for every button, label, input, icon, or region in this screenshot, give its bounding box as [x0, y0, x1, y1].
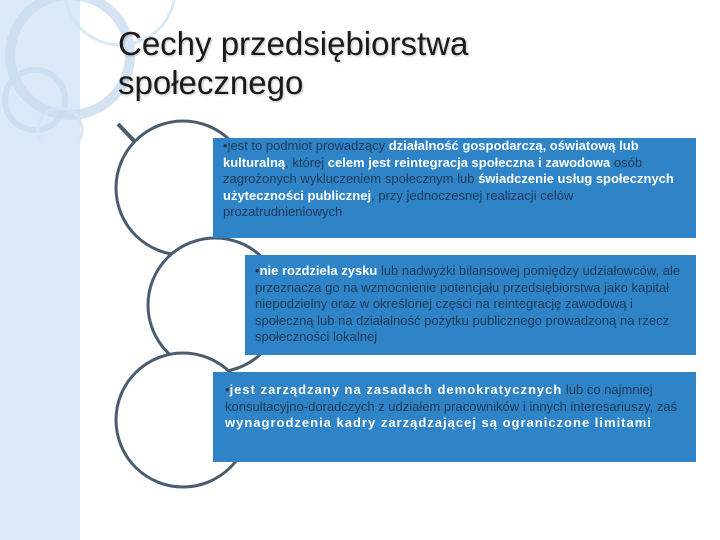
body-text: lub co najmniej konsultacyjno-doradczych z udziałem pracowników i innych interesariuszy, zaś — [225, 382, 678, 414]
emphasis-text: wynagrodzenia kadry zarządzającej są ograniczone limitami — [225, 415, 652, 430]
title-line-1: Cechy przedsiębiorstwa — [118, 25, 469, 62]
feature-box-3 — [213, 372, 696, 462]
emphasis-text: świadczenie usług społecznych użyteczności publicznej — [223, 171, 674, 203]
bullet-glyph: • — [255, 263, 260, 278]
body-text: lub nadwyżki bilansowej pomiędzy udziałowców, ale przeznacza go na wzmocnienie potencjału przedsiębiorstwa jako kapitał niepodzielny oraz w określonej części na reintegrację zawodową i społeczną lub na działalność pożytku publicznego prowadzoną na rzecz społeczności lokalnej — [255, 263, 681, 344]
feature-box-1 — [213, 138, 696, 238]
body-text: osób zagrożonych wykluczeniem społecznym lub — [223, 154, 643, 186]
emphasis-text: jest zarządzany na zasadach demokratycznych — [229, 382, 563, 397]
feature-box-2 — [245, 255, 696, 355]
bullet-glyph: • — [223, 138, 228, 153]
bullet-glyph: • — [225, 382, 230, 397]
emphasis-text: celem jest reintegracja społeczna i zawodowa — [327, 154, 611, 170]
body-text: , której — [285, 154, 328, 170]
emphasis-text: działalność gospodarczą, oświatową lub kulturalną — [223, 138, 639, 170]
body-text: , przy jednoczesnej realizacji celów prozatrudnieniowych — [223, 187, 574, 219]
emphasis-text: nie rozdziela zysku — [259, 263, 378, 278]
body-text: jest to podmiot prowadzący — [227, 138, 389, 153]
title-line-2: społecznego — [118, 64, 304, 101]
